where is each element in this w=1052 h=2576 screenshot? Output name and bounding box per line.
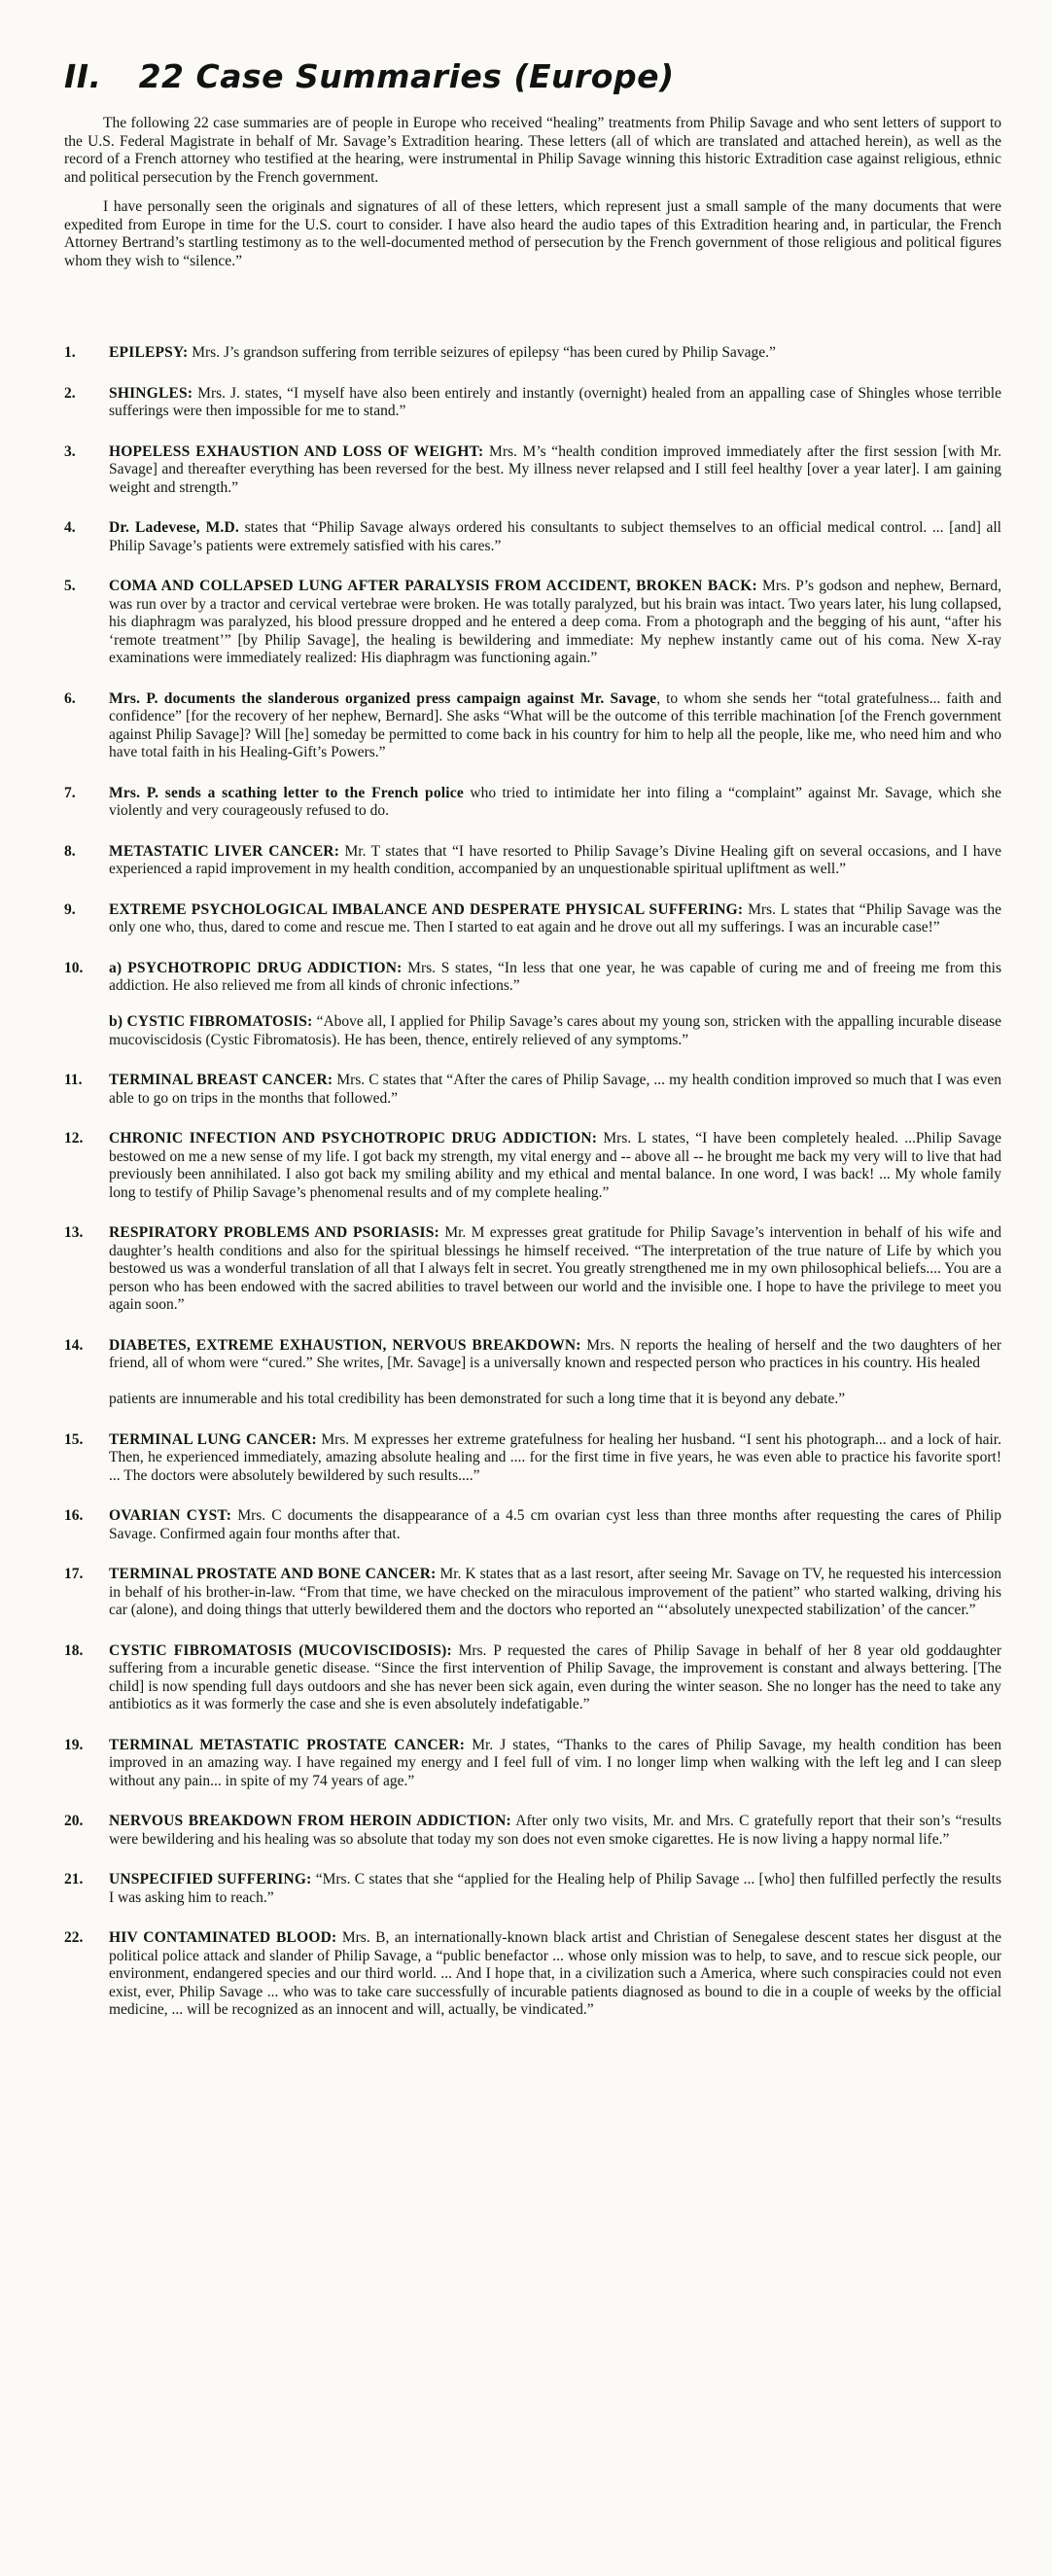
case-heading: SHINGLES:: [109, 384, 193, 402]
case-heading: CYSTIC FIBROMATOSIS (MUCOVISCIDOSIS):: [109, 1641, 452, 1659]
case-text: Mrs. P’s godson and nephew, Bernard, was run over by a tractor and cervical vertebrae were broken. He was totally paralyzed, but his brain was intact. Two years later, his lung collapsed, his diaphragm was paralyzed, his blood pressure dropped and he entered a deep coma. From a photograph and the begging of his aunt, “after his ‘remote treatment’” [by Philip Savage], the healing is bewildering and immediate: My nephew instantly came out of his coma. New X-ray examinations were immediately realized: His diaphragm was functioning again.”: [109, 578, 1001, 666]
case-number: 13.: [64, 1224, 84, 1241]
case-item: [64, 1737, 1001, 1791]
case-number: 10.: [64, 959, 84, 976]
case-body: [109, 1337, 1001, 1409]
page-title: [64, 58, 1001, 95]
case-item: [64, 344, 1001, 363]
case-number: 16.: [64, 1507, 84, 1524]
case-body: [109, 1871, 1001, 1907]
case-text: “Above all, I applied for Philip Savage’s cares about my young son, stricken with the appalling incurable disease mucoviscidosis (Cystic Fibromatosis). He has been, thence, entirely relieved of any symptoms.”: [109, 1013, 1001, 1048]
case-heading: b) CYSTIC FIBROMATOSIS:: [109, 1013, 313, 1030]
case-text: Mr. M expresses great gratitude for Philip Savage’s intervention in behalf of his wife and daughter’s health conditions and also for the spiritual blessings he himself received. “The interpretation of the true nature of Life by which you bestowed us was a wonderful translation of all that I always felt in secret. You greatly strengthened me in my own philosophical beliefs.... You are a person who has been endowed with the sacred abilities to travel between our world and the invisible one. I hope to have the privilege to meet you again soon.”: [109, 1224, 1001, 1313]
case-item: [64, 785, 1001, 821]
case-heading: HIV CONTAMINATED BLOOD:: [109, 1929, 337, 1946]
case-heading: EPILEPSY:: [109, 344, 189, 361]
case-text: Mr. T states that “I have resorted to Philip Savage’s Divine Healing gift on several occasions, and I have experienced a rapid improvement in my health condition, accompanied by an unquestionable spiritual upliftment as well.”: [109, 842, 1001, 877]
case-paragraph: [109, 344, 1001, 363]
case-number: 21.: [64, 1871, 84, 1888]
case-body: [109, 1431, 1001, 1486]
case-body: [109, 1566, 1001, 1620]
case-heading: Mrs. P. sends a scathing letter to the French police: [109, 784, 464, 801]
page-title-text: 22 Case Summaries (Europe): [138, 57, 675, 95]
case-number: 18.: [64, 1641, 84, 1659]
case-body: [109, 785, 1001, 821]
case-text: Mrs. J. states, “I myself have also been entirely and instantly (overnight) healed from an appalling case of Shingles whose terrible sufferings were then impossible for me to stand.”: [109, 384, 1001, 419]
intro-paragraph-1: The following 22 case summaries are of people in Europe who received “healing” treatments from Philip Savage and who sent letters of support to the U.S. Federal Magistrate in behalf of Mr. Savage’s Extradition hearing. These letters (all of which are translated and attached herein), as well as the record of a French attorney who testified at the hearing, were instrumental in Philip Savage winning this historic Extradition case against religious, ethnic and political persecution by the French government.: [64, 115, 1001, 186]
case-item: [64, 1507, 1001, 1543]
case-paragraph: [109, 385, 1001, 421]
case-number: 3.: [64, 442, 76, 460]
case-heading: HOPELESS EXHAUSTION AND LOSS OF WEIGHT:: [109, 442, 484, 460]
case-heading: COMA AND COLLAPSED LUNG AFTER PARALYSIS FROM ACCIDENT, BROKEN BACK:: [109, 578, 757, 594]
case-number: 1.: [64, 344, 76, 361]
case-number: 11.: [64, 1072, 83, 1088]
case-body: [109, 443, 1001, 498]
case-paragraph: [109, 1072, 1001, 1108]
case-item: [64, 519, 1001, 555]
case-list: [64, 344, 1001, 2020]
case-heading: RESPIRATORY PROBLEMS AND PSORIASIS:: [109, 1224, 439, 1241]
case-item: [64, 901, 1001, 937]
case-heading: Dr. Ladevese, M.D.: [109, 519, 239, 536]
case-item: [64, 1566, 1001, 1620]
case-body: [109, 843, 1001, 879]
case-number: 9.: [64, 900, 76, 918]
case-paragraph: [109, 843, 1001, 879]
case-item: [64, 1813, 1001, 1849]
case-number: 14.: [64, 1336, 84, 1354]
case-text: Mrs. B, an internationally-known black artist and Christian of Senegalese descent states her disgust at the political police attack and slander of Philip Savage, a “public benefactor ... whose only mission was to help, to save, and to rescue sick people, our environment, endangered species and our third world. ... And I hope that, in a civilization such a America, where such conspiracies could not even exist, ever, Philip Savage ... who was to take care successfully of incurable patients diagnosed as bound to die in a couple of weeks by the official medicine, ... will be recognized as an innocent and will, actually, be vindicated.”: [109, 1929, 1002, 2018]
case-item: [64, 1130, 1001, 1202]
case-heading: EXTREME PSYCHOLOGICAL IMBALANCE AND DESPERATE PHYSICAL SUFFERING:: [109, 900, 744, 918]
case-body: [109, 578, 1001, 668]
case-number: 8.: [64, 842, 76, 860]
case-body: [109, 901, 1001, 937]
case-item: [64, 1642, 1001, 1714]
case-heading: TERMINAL PROSTATE AND BONE CANCER:: [109, 1566, 437, 1582]
case-paragraph: [109, 1337, 1001, 1373]
case-body: [109, 1507, 1001, 1543]
case-item: [64, 578, 1001, 668]
case-paragraph: [109, 1224, 1001, 1315]
case-heading: DIABETES, EXTREME EXHAUSTION, NERVOUS BREAKDOWN:: [109, 1336, 581, 1354]
case-text: After only two visits, Mr. and Mrs. C gratefully report that their son’s “results were bewildering and his healing was so absolute that today my son does not even smoke cigarettes. He is now living a happy normal life.”: [109, 1813, 1002, 1848]
case-text: states that “Philip Savage always ordered his consultants to subject themselves to an official medical control. ... [and] all Philip Savage’s patients were extremely satisfied with his cares.”: [109, 519, 1001, 554]
case-body: [109, 1813, 1001, 1849]
case-item: [64, 385, 1001, 421]
case-paragraph: [109, 1391, 1001, 1409]
case-item: [64, 1431, 1001, 1486]
case-heading: a) PSYCHOTROPIC DRUG ADDICTION:: [109, 959, 403, 976]
case-paragraph: [109, 519, 1001, 555]
case-text: Mrs. L states that “Philip Savage was the only one who, thus, dared to come and rescue me. Then I started to eat again and he drove out all my sufferings. I was an incurable case!”: [109, 900, 1001, 935]
case-paragraph: [109, 785, 1001, 821]
section-number: II.: [64, 57, 102, 95]
case-text: Mrs. M’s “health condition improved immediately after the first session [with Mr. Savage] and thereafter everything has been reversed for the best. My illness never relapsed and I still feel healthy [over a year later]. I am gaining weight and strength.”: [109, 442, 1001, 496]
case-text: Mr. J states, “Thanks to the cares of Philip Savage, my health condition has been improved in an amazing way. I have regained my energy and I feel full of vim. I no longer limp when walking with the left leg and I can sleep without any pain... in spite of my 74 years of age.”: [109, 1736, 1001, 1789]
case-text: “Mrs. C states that she “applied for the Healing help of Philip Savage ... [who] then fulfilled perfectly the results I was asking him to reach.”: [109, 1871, 1001, 1906]
case-item: [64, 1337, 1001, 1409]
case-paragraph: [109, 1642, 1001, 1714]
case-paragraph: [109, 1813, 1001, 1849]
case-heading: METASTATIC LIVER CANCER:: [109, 842, 340, 860]
case-paragraph: [109, 1737, 1001, 1791]
case-number: 15.: [64, 1430, 84, 1448]
case-text: Mrs. M expresses her extreme gratefulness for healing her husband. “I sent his photograph... and a lock of hair. Then, he experienced immediately, amazing absolute healing and .... for the first time in five years, he was even able to practice his favorite sport! ... The doctors were absolutely bewildered by such results....”: [109, 1430, 1001, 1484]
case-item: [64, 1871, 1001, 1907]
case-item: [64, 443, 1001, 498]
case-number: 5.: [64, 578, 76, 594]
case-paragraph: [109, 960, 1001, 996]
case-heading: UNSPECIFIED SUFFERING:: [109, 1871, 312, 1888]
case-text: who tried to intimidate her into filing a “complaint” against Mr. Savage, which she violently and very courageously refused to do.: [109, 784, 1001, 819]
case-body: [109, 1737, 1001, 1791]
case-heading: TERMINAL LUNG CANCER:: [109, 1430, 317, 1448]
case-number: 7.: [64, 784, 76, 801]
case-body: [109, 385, 1001, 421]
case-number: 17.: [64, 1566, 84, 1582]
case-item: [64, 1929, 1001, 2020]
case-number: 19.: [64, 1736, 84, 1753]
case-text: Mrs. J’s grandson suffering from terrible seizures of epilepsy “has been cured by Philip Savage.”: [188, 344, 776, 361]
intro-paragraph-2: I have personally seen the originals and signatures of all of these letters, which represent just a small sample of the many documents that were expedited from Europe in time for the U.S. court to consider. I have also heard the audio tapes of this Extradition hearing and, in particular, the French Attorney Bertrand’s startling testimony as to the well-documented method of persecution by the French government of those religious and political figures whom they wish to “silence.”: [64, 198, 1001, 269]
case-number: 6.: [64, 689, 76, 707]
case-body: [109, 690, 1001, 762]
case-body: [109, 519, 1001, 555]
case-paragraph: [109, 1507, 1001, 1543]
case-text: Mrs. L states, “I have been completely healed. ...Philip Savage bestowed on me a new sense of my life. I got back my strength, my vital energy and -- above all -- he brought me back my very will to live that had previously been annihilated. I also got back my smiling ability and my ethical and mental balance. In one word, I was back! ... My whole family long to testify of Philip Savage’s phenomenal results and of my complete healing.”: [109, 1130, 1001, 1201]
case-body: [109, 1224, 1001, 1315]
case-item: [64, 960, 1001, 1050]
case-paragraph: [109, 1130, 1001, 1202]
case-item: [64, 1072, 1001, 1108]
case-body: [109, 960, 1001, 1050]
case-paragraph: [109, 1871, 1001, 1907]
case-heading: OVARIAN CYST:: [109, 1507, 232, 1524]
case-paragraph: [109, 578, 1001, 668]
case-text: patients are innumerable and his total credibility has been demonstrated for such a long time that it is beyond any debate.”: [109, 1391, 846, 1407]
case-body: [109, 344, 1001, 363]
case-paragraph: [109, 1566, 1001, 1620]
case-body: [109, 1642, 1001, 1714]
case-heading: NERVOUS BREAKDOWN FROM HEROIN ADDICTION:: [109, 1813, 511, 1829]
case-paragraph: [109, 1013, 1001, 1049]
case-number: 12.: [64, 1130, 84, 1147]
case-text: Mrs. C documents the disappearance of a 4.5 cm ovarian cyst less than three months after requesting the cares of Philip Savage. Confirmed again four months after that.: [109, 1507, 1002, 1542]
case-paragraph: [109, 690, 1001, 762]
case-text: Mrs. S states, “In less that one year, he was capable of curing me and of freeing me from this addiction. He also relieved me from all kinds of chronic infections.”: [109, 959, 1001, 994]
case-text: Mr. K states that as a last resort, after seeing Mr. Savage on TV, he requested his intercession in behalf of his brother-in-law. “From that time, we have checked on the miraculous improvement of the patient” who started walking, driving his car (alone), and doing things that utterly bewildered them and the doctors who reported an “‘absolutely unexpected stabilization’ of the cancer.”: [109, 1566, 1001, 1618]
case-number: 22.: [64, 1929, 84, 1946]
case-text: , to whom she sends her “total gratefulness... faith and confidence” [for the recovery of her nephew, Bernard]. She asks “What will be the outcome of this terrible machination [of the French government against Philip Savage]? Will [he] someday be permitted to come back in his country for him to help all the people, like me, who need him and who have total faith in his Healing-Gift’s Powers.”: [109, 689, 1001, 760]
case-paragraph: [109, 1431, 1001, 1486]
case-item: [64, 1224, 1001, 1315]
case-paragraph: [109, 901, 1001, 937]
case-paragraph: [109, 1929, 1001, 2020]
case-paragraph: [109, 443, 1001, 498]
case-number: 4.: [64, 519, 76, 536]
case-number: 20.: [64, 1813, 84, 1829]
case-number: 2.: [64, 384, 76, 402]
case-heading: TERMINAL METASTATIC PROSTATE CANCER:: [109, 1736, 466, 1753]
case-text: Mrs. N reports the healing of herself and the two daughters of her friend, all of whom were “cured.” She writes, [Mr. Savage] is a universally known and respected person who practices in his country. His healed: [109, 1336, 1001, 1371]
case-body: [109, 1130, 1001, 1202]
case-heading: TERMINAL BREAST CANCER:: [109, 1072, 333, 1088]
case-text: Mrs. P requested the cares of Philip Savage in behalf of her 8 year old goddaughter suffering from a incurable genetic disease. “Since the first intervention of Philip Savage, the improvement is constant and always bettering. [The child] is now spending full days outdoors and she has never been sick again, even during the winter season. She no longer has the need to take any antibiotics as it was formerly the case and she is even absolutely indefatigable.”: [109, 1641, 1001, 1712]
case-body: [109, 1929, 1001, 2020]
case-heading: Mrs. P. documents the slanderous organized press campaign against Mr. Savage: [109, 689, 657, 707]
case-item: [64, 843, 1001, 879]
case-body: [109, 1072, 1001, 1108]
case-item: [64, 690, 1001, 762]
case-text: Mrs. C states that “After the cares of Philip Savage, ... my health condition improved so much that I was even able to go on trips in the months that followed.”: [109, 1072, 1001, 1107]
case-heading: CHRONIC INFECTION AND PSYCHOTROPIC DRUG ADDICTION:: [109, 1130, 598, 1147]
